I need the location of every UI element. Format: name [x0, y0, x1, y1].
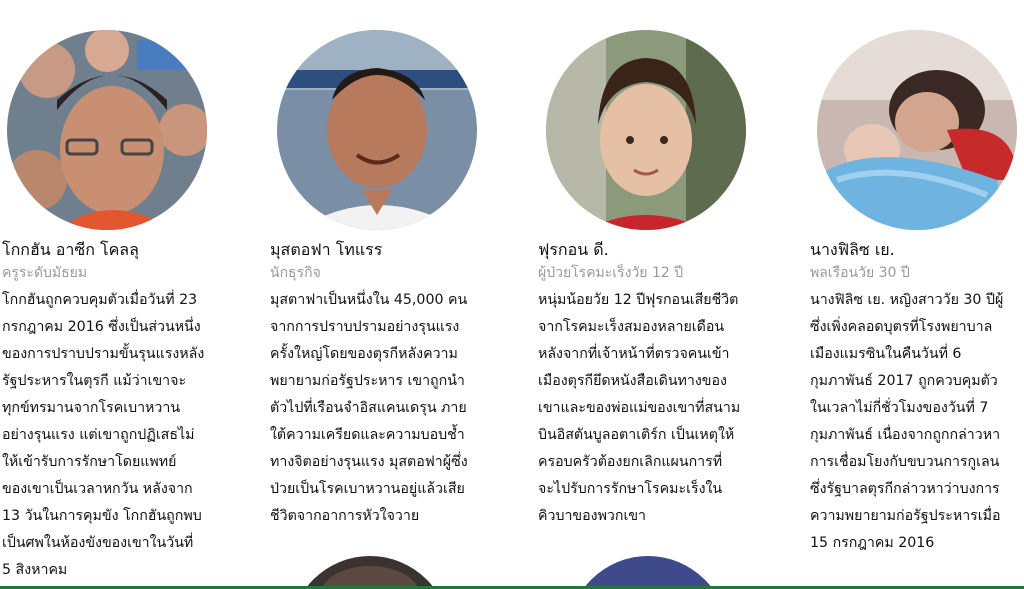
- portrait-photo-icon: [568, 556, 728, 589]
- person-bio: [810, 287, 1024, 557]
- person-bio: [538, 287, 760, 530]
- bio-line: ชีวิตจากอาการหัวใจวาย: [270, 508, 420, 524]
- bio-line: การเชื่อมโยงกับขบวนการกูเลน: [810, 454, 1000, 470]
- bio-line: ซึ่งเพิ่งคลอดบุตรที่โรงพยาบาล: [810, 319, 993, 335]
- person-photo: [7, 30, 207, 230]
- bio-line: คิวบาของพวกเขา: [538, 508, 646, 524]
- person-role: ครูระดับมัธยม: [2, 265, 88, 281]
- person-photo: [817, 30, 1017, 230]
- person-name: มุสตอฟา โทแรร: [270, 240, 383, 259]
- bio-line: จากโรคมะเร็งสมองหลายเดือน: [538, 319, 725, 335]
- person-name: ฟุรกอน ดี.: [538, 240, 609, 259]
- portrait-photo-icon: [546, 30, 746, 230]
- bio-line: บินอิสตันบูลอตาเติร์ก เป็นเหตุให้: [538, 427, 735, 443]
- next-person-photo: [568, 556, 728, 589]
- bio-line: กุมภาพันธ์ เนื่องจากถูกกล่าวหา: [810, 427, 1001, 443]
- bio-line: เขาและของพ่อแม่ของเขาที่สนาม: [538, 400, 741, 416]
- person-role: พลเรือนวัย 30 ปี: [810, 265, 910, 281]
- bio-line: ของการปราบปรามขั้นรุนแรงหลัง: [2, 346, 205, 362]
- bio-line: พยายามก่อรัฐประหาร เขาถูกนำ: [270, 373, 465, 389]
- bio-line: ตัวไปที่เรือนจำอิสแคนเดรุน ภาย: [270, 400, 467, 416]
- bio-line: 5 สิงหาคม: [2, 562, 68, 578]
- person-photo: [546, 30, 746, 230]
- portrait-photo-icon: [277, 30, 477, 230]
- bio-line: เป็นศพในห้องขังของเขาในวันที่: [2, 535, 194, 551]
- bio-line: อย่างรุนแรง แต่เขาถูกปฏิเสธไม่: [2, 427, 195, 443]
- bio-line: ใต้ความเครียดและความบอบช้ำ: [270, 427, 465, 443]
- bio-line: ป่วยเป็นโรคเบาหวานอยู่แล้วเสีย: [270, 481, 465, 497]
- bio-line: ทุกข์ทรมานจากโรคเบาหวาน: [2, 400, 181, 416]
- bio-line: เมืองแมรซินในคืนวันที่ 6: [810, 346, 962, 362]
- bio-line: ของเขาเป็นเวลาหกวัน หลังจาก: [2, 481, 193, 497]
- bio-line: โกกฮันถูกควบคุมตัวเมื่อวันที่ 23: [2, 292, 198, 308]
- person-bio: [2, 287, 224, 584]
- bio-line: รัฐประหารในตุรกี แม้ว่าเขาจะ: [2, 373, 187, 389]
- bio-line: ซึ่งรัฐบาลตุรกีกล่าวหาว่าบงการ: [810, 481, 1000, 497]
- portrait-photo-icon: [7, 30, 207, 230]
- bio-line: หนุ่มน้อยวัย 12 ปีฟุรกอนเสียชีวิต: [538, 292, 739, 308]
- person-role: ผู้ป่วยโรคมะเร็งวัย 12 ปี: [538, 265, 684, 281]
- bio-line: จากการปราบปรามอย่างรุนแรง: [270, 319, 460, 335]
- bio-line: จะไปรับการรักษาโรคมะเร็งใน: [538, 481, 723, 497]
- person-photo: [277, 30, 477, 230]
- person-name: โกกฮัน อาซีก โคลลุ: [2, 240, 139, 259]
- bio-line: ในเวลาไม่กี่ชั่วโมงของวันที่ 7: [810, 400, 989, 416]
- bio-line: กุมภาพันธ์ 2017 ถูกควบคุมตัว: [810, 373, 998, 389]
- person-role: นักธุรกิจ: [270, 265, 321, 281]
- bio-line: ให้เข้ารับการรักษาโดยแพทย์: [2, 454, 177, 470]
- person-name: นางฟิลิซ เย.: [810, 240, 895, 259]
- bio-line: หลังจากที่เจ้าหน้าที่ตรวจคนเข้า: [538, 346, 730, 362]
- bio-line: ทางจิตอย่างรุนแรง มุสตอฟาผู้ซึ่ง: [270, 454, 468, 470]
- portrait-photo-icon: [817, 30, 1017, 230]
- bio-line: กรกฎาคม 2016 ซึ่งเป็นส่วนหนึ่ง: [2, 319, 201, 335]
- bio-line: ครั้งใหญ่โดยของตุรกีหลังความ: [270, 346, 458, 362]
- next-person-photo: [290, 556, 450, 589]
- bio-line: ครอบครัวต้องยกเลิกแผนการที่: [538, 454, 723, 470]
- person-bio: [270, 287, 492, 530]
- bio-line: 13 วันในการคุมขัง โกกฮันถูกพบ: [2, 508, 202, 524]
- portrait-photo-icon: [290, 556, 450, 589]
- bio-line: ความพยายามก่อรัฐประหารเมื่อ: [810, 508, 1001, 524]
- bio-line: นางฟิลิซ เย. หญิงสาววัย 30 ปีผู้: [810, 292, 1004, 308]
- bio-line: เมืองตุรกียึดหนังสือเดินทางของ: [538, 373, 727, 389]
- bio-line: มุสตาฟาเป็นหนึ่งใน 45,000 คน: [270, 292, 468, 308]
- bio-line: 15 กรกฎาคม 2016: [810, 535, 935, 551]
